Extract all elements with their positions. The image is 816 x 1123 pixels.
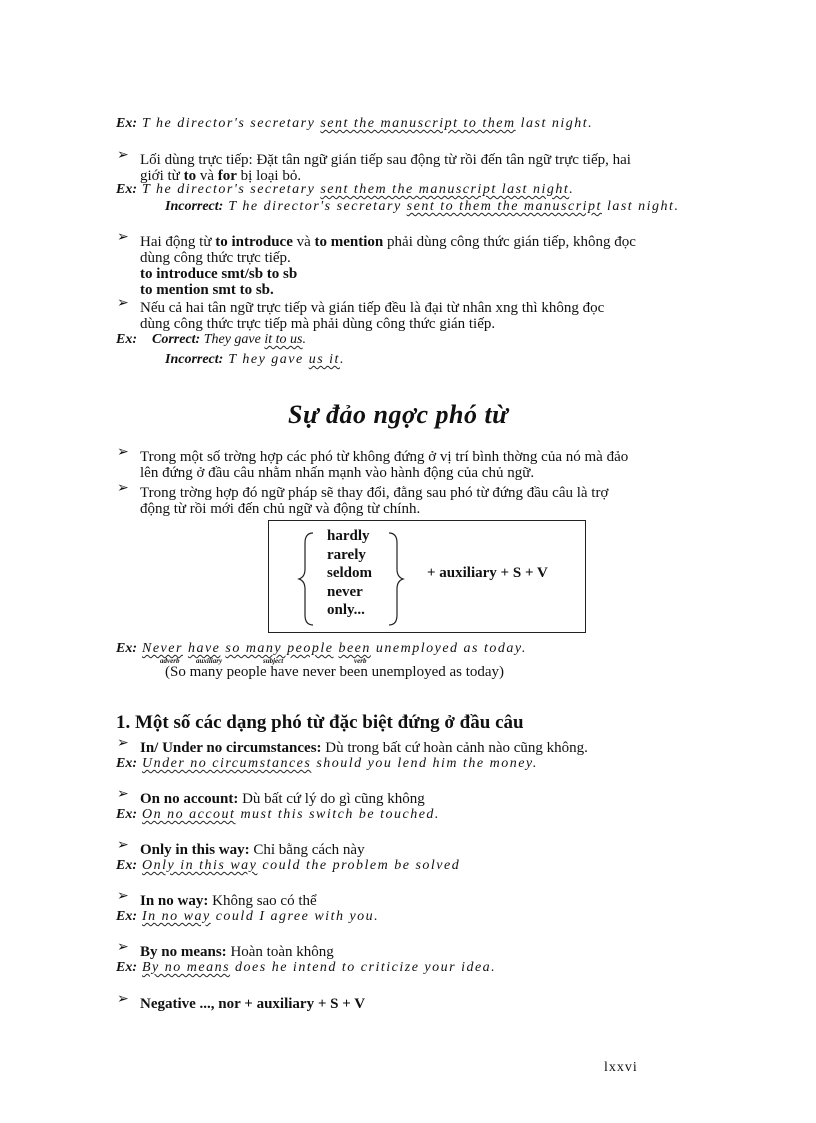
label-verb: verb: [354, 657, 367, 665]
incorrect-example: Incorrect: T he director's secretary sent to them the manuscript last night.: [165, 199, 680, 214]
page-number: lxxvi: [604, 1060, 638, 1075]
left-brace-icon: [297, 531, 317, 627]
bullet-arrow-icon: ➢: [117, 229, 129, 245]
formula-box: [268, 520, 586, 633]
example-line: Ex: In no way could I agree with you.: [116, 909, 380, 924]
term-definition: By no means: Hoàn toàn không: [140, 944, 334, 960]
example-line: Ex: T he director's secretary sent them the manuscript last night.: [116, 182, 575, 197]
bullet-text: Lối dùng trực tiếp: Đặt tân ngữ gián tiếp sau động từ rồi đến tân ngữ trực tiếp, hai giới từ to và for bị loại bỏ.: [140, 152, 631, 184]
example-line: Ex: Never have so many people been unemployed as today.: [116, 641, 527, 656]
bullet-arrow-icon: ➢: [117, 991, 129, 1007]
bullet-text: Trong một số trờng hợp các phó từ không đứng ở vị trí bình thờng của nó mà đảo lên đứng ở đầu câu nhằm nhấn mạnh vào hành động của chủ ngữ.: [140, 449, 629, 481]
bullet-arrow-icon: ➢: [117, 295, 129, 311]
term-definition: In no way: Không sao có thể: [140, 893, 317, 909]
incorrect-example: Incorrect: T hey gave us it.: [165, 352, 345, 367]
section-title: Sự đảo ngợc phó từ: [288, 400, 509, 429]
example-paraphrase: (So many people have never been unemployed as today): [165, 664, 505, 680]
bullet-text: Hai động từ to introduce và to mention phải dùng công thức gián tiếp, không đọc dùng công thức trực tiếp. to introduce smt/sb to sb to mention smt to sb.: [140, 234, 636, 298]
label-subject: subject: [263, 657, 284, 665]
bullet-arrow-icon: ➢: [117, 444, 129, 460]
bullet-text: Trong trờng hợp đó ngữ pháp sẽ thay đổi, đằng sau phó từ đứng đầu câu là trợ động từ rồi mới đến chủ ngữ và động từ chính.: [140, 485, 609, 517]
bullet-arrow-icon: ➢: [117, 939, 129, 955]
correct-example: Ex: Correct: They gave it to us.: [116, 332, 308, 347]
bullet-arrow-icon: ➢: [117, 888, 129, 904]
label-auxiliary: auxiliary: [196, 657, 223, 665]
example-line: Ex: Under no circumstances should you lend him the money.: [116, 756, 538, 771]
term-definition: In/ Under no circumstances: Dù trong bất cứ hoàn cảnh nào cũng không.: [140, 740, 588, 756]
adverb-list: [327, 527, 372, 620]
formula-text: + auxiliary + S + V: [427, 565, 548, 581]
bullet-arrow-icon: ➢: [117, 147, 129, 163]
bullet-text: Nếu cả hai tân ngữ trực tiếp và gián tiếp đều là đại từ nhân xng thì không đọc dùng công thức trực tiếp mà phải dùng công thức gián tiếp.: [140, 300, 605, 332]
subsection-heading: 1. Một số các dạng phó từ đặc biệt đứng ở đầu câu: [116, 712, 524, 733]
example-line: Ex: On no accout must this switch be touched.: [116, 807, 440, 822]
adverb-word: only...: [327, 602, 365, 618]
adverb-word: hardly: [327, 528, 370, 544]
example-line: Ex: By no means does he intend to criticize your idea.: [116, 960, 497, 975]
bullet-arrow-icon: ➢: [117, 786, 129, 802]
bullet-arrow-icon: ➢: [117, 735, 129, 751]
adverb-word: rarely: [327, 546, 366, 563]
bullet-arrow-icon: ➢: [117, 837, 129, 853]
formula-bullet: Negative ..., nor + auxiliary + S + V: [140, 996, 366, 1012]
example-line: Ex: Only in this way could the problem be solved: [116, 858, 461, 873]
right-brace-icon: [385, 531, 405, 627]
term-definition: On no account: Dù bất cứ lý do gì cũng không: [140, 791, 425, 807]
term-definition: Only in this way: Chỉ bằng cách này: [140, 842, 365, 858]
label-adverb: adverb: [160, 657, 180, 665]
example-line: Ex: T he director's secretary sent the manuscript to them last night.: [116, 116, 594, 131]
adverb-word: seldom: [327, 565, 372, 581]
adverb-word: never: [327, 583, 363, 600]
bullet-arrow-icon: ➢: [117, 480, 129, 496]
